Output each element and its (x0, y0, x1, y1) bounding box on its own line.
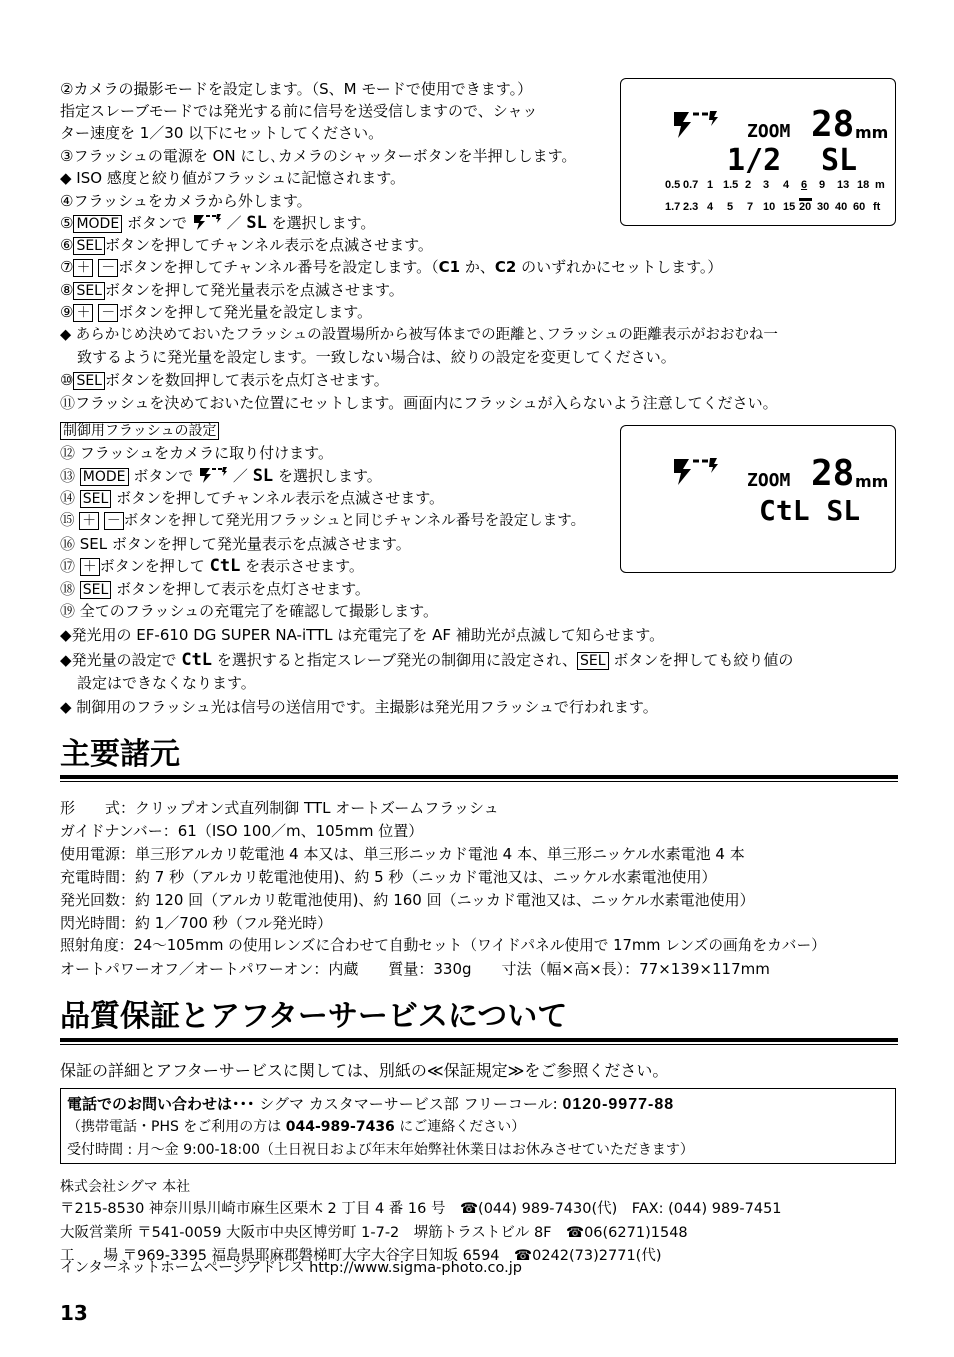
step-text-mid: か、 (460, 258, 495, 276)
slave-flash-icon (198, 466, 228, 484)
spec-flash-count: 発光回数：約 120 回（アルカリ乾電池使用)、約 160 回（ニッカド電池又は、ニッケル水素電池使用） (60, 891, 755, 909)
step-text-2: を表示させます。 (245, 557, 364, 575)
scale-ft-label: 2.3 (683, 201, 699, 213)
mm-unit: mm (855, 472, 889, 491)
step-text-2: を選択します。 (277, 467, 382, 485)
warranty-divider (60, 1038, 898, 1045)
power-ratio: 1/2 (727, 143, 782, 178)
spec-duration: 閃光時間：約 1／700 秒（フル発光時） (60, 914, 333, 932)
step-7 (60, 256, 722, 278)
sl-glyph: SL (252, 466, 274, 486)
scale-m-label: 2 (745, 179, 752, 191)
page-number: 13 (60, 1301, 88, 1325)
minus-key: － (98, 259, 118, 277)
step-13 (60, 465, 382, 487)
scale-m-label: 6 (801, 179, 808, 191)
step-number: ⑭ (60, 489, 76, 507)
step-number: ⑨ (60, 303, 74, 321)
step-number: ⑰ (60, 557, 76, 575)
step-text-end: のいずれかにセットします。） (516, 258, 723, 276)
lcd-display-slave (620, 78, 896, 226)
contact-hours: 受付時間 : 月〜金 9:00-18:00（土日祝日および年末年始弊社休業日はお休みさせていただきます） (67, 1142, 694, 1158)
scale-m-label: 0.7 (683, 179, 699, 191)
step-9 (60, 301, 372, 323)
plus-key: ＋ (80, 558, 100, 576)
warranty-title: 品質保証とアフターサービスについて (60, 999, 568, 1034)
sl-glyph: SL (246, 213, 267, 233)
ctl-glyph: CtL (181, 650, 213, 670)
step-text: ボタンを押して発光用フラッシュと同じチャンネル番号を設定します。 (123, 513, 586, 529)
mode-key: MODE (80, 468, 129, 486)
spec-power-source: 使用電源：単三形アルカリ乾電池 4 本又は、単三形ニッカド電池 4 本、単三形ニッケル水素電池 4 本 (60, 845, 745, 863)
distance-scale-m (621, 179, 895, 195)
note-text-3: ボタンを押しても絞り値の (613, 651, 794, 669)
sel-key: SEL (80, 581, 112, 599)
head-office-address: 〒215-8530 神奈川県川崎市麻生区栗木 2 丁目 4 番 16 号 ☎(044) 989-7430(代) FAX: (044) 989-7451 (60, 1201, 782, 1217)
contact-line-2 (67, 1116, 525, 1136)
slash: ／ (232, 467, 248, 485)
mobile-text: （携帯電話・PHS をご利用の方は (67, 1119, 286, 1135)
sel-key: SEL (80, 490, 112, 508)
osaka-office-address: 大阪営業所 〒541-0059 大阪市中央区博労町 1-7-2 堺筋トラストビル 8F ☎06(6271)1548 (60, 1225, 688, 1241)
step-number: ⑤ (60, 214, 74, 232)
lcd-display-control (620, 425, 896, 573)
ctl-sl-readout: CtL SL (759, 494, 861, 527)
scale-ft-label: 60 (853, 201, 866, 213)
sel-key: SEL (577, 652, 609, 670)
focal-length: 28 (811, 104, 855, 145)
step-17 (60, 555, 364, 577)
step-12: ⑫ フラッシュをカメラに取り付けます。 (60, 444, 333, 462)
step-text: ボタンで (126, 214, 187, 232)
zoom-label: ZOOM (747, 121, 791, 142)
scale-m-label: 1.5 (723, 179, 739, 191)
spec-title: 主要諸元 (60, 737, 180, 772)
scale-ft-label: 5 (727, 201, 734, 213)
ctl-glyph: CtL (209, 556, 241, 576)
step-text: ボタンで (133, 467, 194, 485)
control-flash-heading (60, 419, 219, 441)
sel-key: SEL (73, 372, 105, 390)
scale-m-label: m (875, 179, 885, 191)
step-2-line2: 指定スレーブモードでは発光する前に信号を送受信しますので、シャッ (60, 102, 538, 120)
mobile-text-2: にご連絡ください） (394, 1119, 526, 1135)
step-text: ボタンを押してチャンネル表示を点滅させます。 (105, 236, 433, 254)
contact-box (60, 1088, 896, 1164)
scale-ft-label: 20 (799, 201, 812, 213)
step-11: ⑪フラッシュを決めておいた位置にセットします。画面内にフラッシュが入らないよう注意してください。 (60, 394, 778, 412)
step-10 (60, 369, 389, 391)
step-number: ⑩ (60, 371, 74, 389)
step-number: ⑧ (60, 281, 74, 299)
scale-ft-label: 7 (747, 201, 754, 213)
company-name: 株式会社シグマ 本社 (60, 1179, 191, 1195)
note-control-light: ◆ 制御用のフラッシュ光は信号の送信用です。主撮影は発光用フラッシュで行われます。 (60, 698, 658, 716)
plus-key: ＋ (79, 512, 99, 530)
scale-ft-label: 10 (763, 201, 776, 213)
warranty-text: 保証の詳細とアフターサービスに関しては、別紙の≪保証規定≫をご参照ください。 (60, 1061, 669, 1080)
slave-flash-icon (671, 456, 721, 486)
step-number: ⑥ (60, 236, 74, 254)
spec-recycle-time: 充電時間：約 7 秒（アルカリ乾電池使用)、約 5 秒（ニッカド電池又は、ニッケル水素電池使用） (60, 868, 717, 886)
step-19: ⑲ 全てのフラッシュの充電完了を確認して撮影します。 (60, 602, 438, 620)
note-ctl-setting (60, 649, 793, 671)
step-14 (60, 487, 444, 509)
step-6 (60, 234, 433, 256)
step-text: ボタンを押して発光量を設定します。 (118, 303, 373, 321)
zoom-label: ZOOM (747, 470, 791, 491)
sel-key: SEL (73, 282, 105, 300)
scale-m-label: 18 (857, 179, 870, 191)
factory-address: 工 場 〒969-3395 福島県耶麻郡磐梯町大字大谷字日知坂 6594 ☎0242(73)2771(代) (60, 1248, 662, 1264)
scale-m-label: 1 (707, 179, 714, 191)
mm-unit: mm (855, 123, 889, 142)
step-4: ④フラッシュをカメラから外します。 (60, 192, 312, 210)
mode-sl: SL (821, 143, 858, 178)
plus-key: ＋ (73, 259, 93, 277)
scale-ft-label: 4 (707, 201, 714, 213)
scale-ft-label: 15 (783, 201, 796, 213)
step-text-2: を選択します。 (271, 214, 376, 232)
step-2: ②カメラの撮影モードを設定します。（S、M モードで使用できます。） (60, 80, 533, 98)
c2-label: C2 (494, 258, 517, 276)
scale-m-label: 3 (763, 179, 770, 191)
spec-auto-power: オートパワーオフ／オートパワーオン：内蔵 質量：330g 寸法（幅×高×長）：77×139×117mm (60, 960, 770, 978)
step-18 (60, 578, 370, 600)
note-text: ◆発光量の設定で (60, 651, 177, 669)
sel-key: SEL (73, 237, 105, 255)
scale-m-label: 9 (819, 179, 826, 191)
slave-flash-icon (671, 109, 721, 139)
homepage-address[interactable]: インターネットホームページアドレス http://www.sigma-photo.co.jp (60, 1260, 522, 1276)
mode-key: MODE (73, 215, 122, 233)
step-number: ⑱ (60, 580, 76, 598)
scale-ft-label: 30 (817, 201, 830, 213)
step-text: ボタンを数回押して表示を点灯させます。 (105, 371, 389, 389)
minus-key: － (104, 512, 124, 530)
step-number: ⑬ (60, 467, 76, 485)
step-16: ⑯ SEL ボタンを押して発光量表示を点滅させます。 (60, 535, 411, 553)
step-3: ③フラッシュの電源を ON にし､カメラのシャッターボタンを半押しします。 (60, 147, 577, 165)
control-flash-heading-text: 制御用フラッシュの設定 (60, 422, 219, 440)
spec-coverage: 照射角度：24〜105mm の使用レンズに合わせて自動セット（ワイドパネル使用で 17mm レンズの画角をカバー） (60, 937, 826, 954)
step-text: ボタンを押してチャンネル表示を点滅させます。 (116, 489, 445, 507)
slash: ／ (226, 214, 242, 232)
note-text-2: を選択すると指定スレーブ発光の制御用に設定され、 (216, 651, 577, 669)
focal-length: 28 (811, 453, 855, 494)
minus-key: － (98, 304, 118, 322)
step-number: ⑮ (60, 513, 75, 529)
step-5 (60, 212, 375, 234)
spec-divider (60, 775, 898, 782)
step-8 (60, 279, 404, 301)
note-ctl-setting-line2: 設定はできなくなります。 (77, 674, 256, 692)
c1-label: C1 (438, 258, 461, 276)
note-distance-line2: 致するように発光量を設定します。一致しない場合は、絞りの設定を変更してください。 (77, 348, 676, 366)
step-2-line3: ター速度を 1／30 以下にセットしてください。 (60, 124, 384, 142)
step-number: ⑦ (60, 258, 74, 276)
step-text: ボタンを押して (99, 557, 205, 575)
scale-m-label: 0.5 (665, 179, 681, 191)
spec-type: 形 式：クリップオン式直列制御 TTL オートズームフラッシュ (60, 799, 499, 817)
spec-guide-number: ガイドナンバー：61（ISO 100／m、105mm 位置） (60, 822, 424, 840)
plus-key: ＋ (73, 304, 93, 322)
step-text: ボタンを押して発光量表示を点滅させます。 (105, 281, 404, 299)
freecall-number[interactable]: 0120-9977-88 (562, 1096, 675, 1113)
scale-ft-label: ft (873, 201, 881, 213)
scale-ft-label: 40 (835, 201, 848, 213)
contact-label: 電話でのお問い合わせは･･･ (67, 1095, 255, 1113)
step-text: ボタンを押して表示を点灯させます。 (116, 580, 370, 598)
scale-m-label: 13 (837, 179, 850, 191)
note-distance: ◆ あらかじめ決めておいたフラッシュの設置場所から被写体までの距離と､フラッシュの距離表示がおおむね一 (60, 327, 778, 343)
distance-scale-ft (621, 201, 895, 217)
slave-flash-icon (192, 213, 222, 231)
scale-m-label: 4 (783, 179, 790, 191)
note-af-assist: ◆発光用の EF-610 DG SUPER NA-iTTL は充電完了を AF 補助光が点滅して知らせます。 (60, 626, 665, 644)
contact-line-1 (67, 1093, 674, 1114)
note-iso: ◆ ISO 感度と絞り値がフラッシュに記憶されます。 (60, 169, 406, 187)
step-text: ボタンを押してチャンネル番号を設定します。（ (118, 258, 439, 276)
step-15 (60, 510, 585, 532)
contact-dept: シグマ カスタマーサービス部 フリーコール: (259, 1095, 563, 1113)
mobile-number[interactable]: 044-989-7436 (285, 1119, 395, 1135)
scale-ft-label: 1.7 (665, 201, 681, 213)
